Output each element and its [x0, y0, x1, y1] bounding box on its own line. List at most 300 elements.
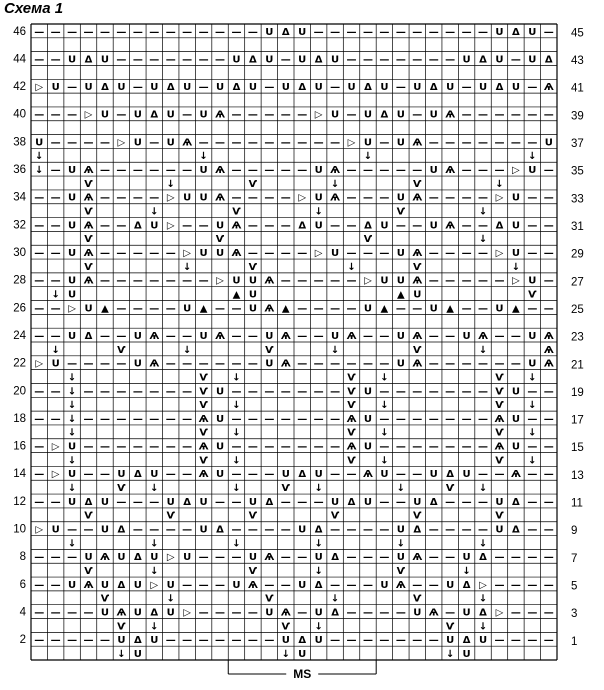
chart-symbol: U	[495, 303, 504, 315]
chart-symbol: —	[165, 275, 176, 287]
chart-symbol: U	[150, 469, 159, 481]
chart-symbol: —	[362, 192, 373, 204]
chart-symbol: —	[395, 635, 406, 647]
chart-symbol: U	[298, 524, 307, 536]
chart-symbol: Δ	[331, 552, 339, 564]
chart-symbol: —	[346, 165, 357, 177]
chart-symbol: —	[83, 524, 94, 536]
row-label-left: 26	[13, 302, 26, 315]
chart-symbol: Ѵ	[199, 427, 208, 439]
chart-symbol: —	[527, 469, 538, 481]
chart-symbol: U	[462, 469, 471, 481]
chart-symbol: —	[527, 413, 538, 425]
chart-symbol: —	[67, 137, 78, 149]
chart-symbol: U	[281, 635, 290, 647]
row-label-right: 25	[571, 303, 584, 316]
chart-symbol: —	[149, 386, 160, 398]
chart-symbol: U	[183, 552, 192, 564]
chart-symbol: —	[379, 54, 390, 66]
chart-symbol: —	[297, 330, 308, 342]
chart-symbol: —	[330, 579, 341, 591]
row-label-left: 34	[13, 191, 26, 204]
chart-symbol: —	[198, 137, 209, 149]
chart-symbol: ▷	[512, 275, 520, 287]
chart-symbol: Ѧ	[215, 165, 225, 177]
chart-symbol: —	[297, 109, 308, 121]
chart-symbol: —	[543, 552, 554, 564]
chart-symbol: U	[396, 248, 405, 260]
chart-symbol: ▷	[347, 137, 356, 149]
chart-symbol: U	[133, 109, 142, 121]
chart-symbol: U	[215, 386, 225, 398]
chart-symbol: —	[428, 192, 439, 204]
chart-symbol: —	[215, 358, 226, 370]
chart-symbol: —	[412, 413, 423, 425]
chart-symbol: U	[298, 648, 307, 660]
chart-symbol: —	[412, 303, 423, 315]
chart-symbol: Ѧ	[83, 579, 94, 591]
chart-symbol: —	[478, 358, 489, 370]
chart-symbol: Δ	[462, 635, 471, 647]
chart-symbol: —	[313, 26, 324, 38]
chart-symbol: ↓	[67, 538, 77, 550]
chart-symbol: Ѧ	[412, 137, 423, 149]
chart-symbol: ↓	[150, 538, 159, 550]
chart-symbol: —	[280, 552, 291, 564]
chart-symbol: U	[396, 552, 405, 564]
chart-symbol: U	[51, 358, 60, 370]
chart-symbol: —	[395, 26, 406, 38]
chart-symbol: U	[314, 165, 323, 177]
chart-symbol: —	[34, 26, 45, 38]
chart-symbol: ↓	[67, 413, 77, 425]
chart-symbol: Ѧ	[363, 469, 373, 481]
chart-symbol: —	[116, 109, 127, 121]
chart-symbol: U	[511, 441, 520, 453]
chart-symbol: Ѵ	[117, 483, 126, 495]
chart-symbol: —	[83, 26, 94, 38]
chart-symbol: —	[478, 275, 489, 287]
chart-symbol: Ѵ	[347, 372, 356, 384]
chart-symbol: —	[330, 137, 341, 149]
chart-symbol: ↓	[199, 151, 208, 163]
chart-symbol: Δ	[232, 82, 241, 94]
chart-symbol: ↓	[495, 178, 504, 190]
chart-symbol: —	[346, 275, 357, 287]
chart-symbol: U	[511, 220, 520, 232]
chart-symbol: —	[215, 635, 226, 647]
chart-symbol: —	[50, 413, 61, 425]
chart-symbol: U	[413, 607, 422, 619]
chart-symbol: U	[68, 289, 77, 301]
chart-symbol: —	[132, 26, 143, 38]
chart-symbol: —	[83, 137, 94, 149]
chart-symbol: —	[543, 413, 554, 425]
chart-symbol: —	[280, 579, 291, 591]
chart-symbol: Ѵ	[117, 344, 126, 356]
chart-symbol: —	[198, 552, 209, 564]
chart-symbol: Ѵ	[248, 261, 258, 273]
chart-symbol: —	[132, 275, 143, 287]
chart-symbol: —	[510, 54, 521, 66]
chart-symbol: —	[527, 496, 538, 508]
chart-symbol: U	[429, 109, 438, 121]
chart-symbol: U	[511, 192, 520, 204]
chart-symbol: U	[331, 330, 340, 342]
row-label-right: 3	[571, 608, 578, 621]
chart-symbol: ▷	[68, 303, 76, 315]
row-label-left: 46	[13, 25, 26, 38]
chart-symbol: —	[165, 330, 176, 342]
chart-symbol: —	[494, 579, 505, 591]
row-label-left: 24	[13, 329, 26, 342]
chart-symbol: —	[198, 579, 209, 591]
chart-symbol: —	[231, 26, 242, 38]
chart-symbol: U	[462, 54, 471, 66]
chart-symbol: —	[231, 441, 242, 453]
chart-symbol: ↓	[35, 165, 44, 177]
chart-symbol: —	[527, 441, 538, 453]
chart-symbol: —	[50, 109, 61, 121]
chart-symbol: —	[313, 137, 324, 149]
chart-symbol: Ѵ	[495, 400, 504, 412]
chart-symbol: —	[412, 579, 423, 591]
chart-symbol: —	[543, 220, 554, 232]
chart-symbol: —	[50, 635, 61, 647]
chart-symbol: ↓	[314, 206, 323, 218]
row-label-right: 5	[571, 580, 578, 593]
row-label-right: 21	[571, 359, 584, 372]
chart-symbol: —	[428, 524, 439, 536]
chart-symbol: —	[99, 165, 110, 177]
chart-symbol: —	[478, 469, 489, 481]
chart-symbol: —	[461, 82, 472, 94]
chart-symbol: —	[510, 635, 521, 647]
row-label-right: 33	[571, 193, 584, 206]
chart-symbol: ▷	[298, 192, 307, 204]
row-label-left: 32	[13, 219, 26, 232]
chart-symbol: —	[346, 220, 357, 232]
row-label-left: 6	[19, 578, 26, 591]
chart-symbol: —	[428, 248, 439, 260]
chart-symbol: U	[314, 192, 323, 204]
chart-symbol: —	[67, 358, 78, 370]
chart-symbol: ↓	[363, 151, 373, 163]
chart-symbol: U	[331, 54, 340, 66]
chart-symbol: —	[67, 607, 78, 619]
chart-symbol: —	[149, 165, 160, 177]
chart-symbol: U	[429, 469, 438, 481]
chart-symbol: Ѵ	[232, 206, 241, 218]
chart-symbol: —	[395, 413, 406, 425]
chart-symbol: U	[232, 579, 241, 591]
chart-symbol: —	[461, 220, 472, 232]
chart-symbol: U	[68, 496, 77, 508]
chart-symbol: —	[280, 109, 291, 121]
chart-symbol: —	[461, 358, 472, 370]
chart-symbol: —	[132, 386, 143, 398]
chart-symbol: U	[133, 137, 142, 149]
chart-symbol: U	[363, 303, 373, 315]
chart-symbol: —	[116, 358, 127, 370]
chart-symbol: U	[544, 137, 553, 149]
chart-symbol: ▲	[512, 303, 520, 315]
chart-symbol: Ѧ	[445, 220, 456, 232]
chart-symbol: U	[100, 109, 110, 121]
chart-symbol: —	[543, 635, 554, 647]
chart-symbol: Ѵ	[347, 455, 356, 467]
chart-symbol: U	[133, 607, 142, 619]
row-label-right: 43	[571, 55, 584, 68]
chart-symbol: —	[527, 552, 538, 564]
chart-symbol: Δ	[150, 607, 159, 619]
chart-symbol: —	[346, 26, 357, 38]
chart-symbol: —	[67, 26, 78, 38]
chart-symbol: —	[182, 109, 193, 121]
chart-symbol: Δ	[133, 220, 142, 232]
chart-symbol: —	[445, 54, 456, 66]
chart-symbol: ▷	[35, 82, 44, 94]
chart-symbol: ↓	[314, 483, 323, 495]
chart-symbol: —	[165, 303, 176, 315]
chart-symbol: —	[362, 524, 373, 536]
chart-symbol: Δ	[216, 524, 224, 536]
chart-symbol: U	[528, 26, 537, 38]
chart-symbol: U	[166, 607, 175, 619]
chart-symbol: ↓	[380, 400, 389, 412]
chart-symbol: U	[363, 441, 373, 453]
chart-symbol: U	[314, 607, 323, 619]
chart-symbol: —	[165, 26, 176, 38]
chart-symbol: —	[330, 635, 341, 647]
chart-symbol: Δ	[298, 220, 307, 232]
chart-symbol: —	[231, 137, 242, 149]
chart-symbol: U	[199, 192, 208, 204]
chart-symbol: U	[166, 137, 175, 149]
chart-symbol: —	[34, 579, 45, 591]
chart-symbol: ↓	[166, 593, 175, 605]
chart-symbol: —	[231, 524, 242, 536]
chart-symbol: —	[182, 330, 193, 342]
chart-symbol: —	[412, 220, 423, 232]
chart-symbol: —	[428, 635, 439, 647]
chart-symbol: —	[346, 469, 357, 481]
chart-symbol: —	[215, 303, 226, 315]
chart-symbol: —	[330, 386, 341, 398]
chart-symbol: Ѧ	[330, 192, 341, 204]
chart-symbol: U	[183, 82, 192, 94]
chart-symbol: —	[478, 303, 489, 315]
chart-symbol: ↓	[511, 261, 521, 273]
row-label-right: 31	[571, 221, 584, 234]
chart-symbol: —	[478, 26, 489, 38]
chart-symbol: —	[362, 26, 373, 38]
chart-symbol: Ѧ	[510, 469, 521, 481]
chart-symbol: Ѵ	[330, 510, 340, 522]
chart-symbol: —	[346, 607, 357, 619]
chart-symbol: U	[199, 109, 208, 121]
chart-symbol: —	[428, 386, 439, 398]
chart-symbol: —	[231, 192, 242, 204]
chart-symbol: —	[247, 441, 258, 453]
chart-symbol: —	[461, 413, 472, 425]
chart-symbol: Δ	[133, 469, 142, 481]
chart-symbol: ▲	[281, 303, 290, 315]
chart-symbol: Δ	[84, 54, 93, 66]
chart-symbol: —	[231, 607, 242, 619]
chart-symbol: —	[34, 303, 45, 315]
chart-symbol: —	[247, 413, 258, 425]
chart-symbol: ▲	[199, 303, 208, 315]
chart-symbol: Ѧ	[264, 275, 275, 287]
chart-symbol: —	[428, 26, 439, 38]
chart-symbol: —	[264, 248, 275, 260]
chart-symbol: Ѧ	[543, 358, 554, 370]
chart-symbol: —	[412, 635, 423, 647]
chart-symbol: —	[99, 248, 110, 260]
chart-symbol: —	[478, 413, 489, 425]
row-label-right: 9	[571, 525, 578, 538]
chart-symbol: —	[478, 496, 489, 508]
chart-symbol: —	[346, 635, 357, 647]
chart-symbol: ↓	[330, 593, 340, 605]
chart-symbol: —	[395, 496, 406, 508]
chart-symbol: —	[50, 275, 61, 287]
row-label-left: 36	[13, 164, 26, 177]
chart-symbol: ▷	[314, 248, 323, 260]
chart-symbol: —	[182, 220, 193, 232]
chart-symbol: ↓	[182, 261, 192, 273]
chart-symbol: —	[264, 469, 275, 481]
chart-symbol: —	[445, 552, 456, 564]
chart-symbol: Δ	[298, 635, 307, 647]
chart-symbol: —	[428, 552, 439, 564]
chart-symbol: —	[34, 635, 45, 647]
chart-symbol: —	[297, 248, 308, 260]
chart-symbol: Ѧ	[412, 552, 423, 564]
chart-symbol: —	[428, 330, 439, 342]
chart-symbol: U	[511, 413, 520, 425]
chart-symbol: —	[34, 552, 45, 564]
chart-symbol: Ѧ	[543, 330, 554, 342]
chart-symbol: —	[346, 579, 357, 591]
chart-symbol: U	[528, 330, 537, 342]
chart-symbol: —	[494, 330, 505, 342]
chart-symbol: —	[231, 552, 242, 564]
chart-symbol: ▷	[51, 441, 60, 453]
chart-symbol: —	[280, 524, 291, 536]
chart-symbol: —	[445, 275, 456, 287]
chart-symbol: U	[265, 330, 274, 342]
chart-symbol: U	[314, 220, 323, 232]
chart-symbol: —	[330, 220, 341, 232]
chart-symbol: —	[543, 275, 554, 287]
chart-symbol: —	[461, 303, 472, 315]
chart-symbol: U	[429, 165, 438, 177]
chart-symbol: U	[511, 248, 520, 260]
chart-symbol: —	[99, 469, 110, 481]
chart-symbol: —	[83, 607, 94, 619]
chart-symbol: —	[362, 607, 373, 619]
chart-symbol: —	[50, 220, 61, 232]
chart-symbol: U	[199, 496, 208, 508]
chart-symbol: —	[34, 109, 45, 121]
chart-symbol: —	[247, 109, 258, 121]
chart-symbol: —	[510, 137, 521, 149]
chart-symbol: —	[280, 441, 291, 453]
chart-symbol: —	[231, 635, 242, 647]
chart-symbol: U	[396, 137, 405, 149]
chart-symbol: U	[199, 330, 208, 342]
chart-symbol: —	[116, 54, 127, 66]
chart-symbol: —	[346, 248, 357, 260]
row-label-left: 44	[13, 53, 26, 66]
chart-symbol: ↓	[314, 566, 323, 578]
chart-symbol: —	[379, 330, 390, 342]
chart-symbol: —	[280, 496, 291, 508]
chart-symbol: ↓	[281, 648, 290, 660]
chart-symbol: —	[461, 441, 472, 453]
chart-symbol: —	[247, 26, 258, 38]
chart-symbol: —	[395, 607, 406, 619]
chart-symbol: ↓	[67, 427, 77, 439]
chart-symbol: —	[379, 607, 390, 619]
chart-symbol: Δ	[101, 82, 109, 94]
chart-symbol: Ѧ	[247, 579, 258, 591]
chart-symbol: —	[428, 441, 439, 453]
chart-symbol: ↓	[67, 386, 77, 398]
chart-symbol: —	[116, 441, 127, 453]
chart-symbol: —	[67, 82, 78, 94]
row-label-right: 41	[571, 82, 584, 95]
chart-symbol: —	[478, 109, 489, 121]
chart-symbol: Δ	[495, 220, 504, 232]
chart-symbol: —	[116, 275, 127, 287]
chart-symbol: Ѵ	[84, 566, 93, 578]
chart-symbol: ↓	[51, 344, 60, 356]
chart-symbol: Ѧ	[395, 579, 406, 591]
chart-symbol: —	[215, 26, 226, 38]
chart-symbol: —	[494, 275, 505, 287]
chart-symbol: —	[50, 165, 61, 177]
chart-symbol: U	[462, 552, 471, 564]
chart-symbol: Ѵ	[495, 510, 504, 522]
chart-symbol: ▷	[166, 192, 175, 204]
chart-symbol: U	[199, 248, 208, 260]
chart-symbol: ↓	[150, 566, 159, 578]
chart-symbol: —	[264, 82, 275, 94]
chart-symbol: —	[412, 386, 423, 398]
chart-symbol: —	[231, 496, 242, 508]
chart-symbol: U	[314, 82, 323, 94]
chart-symbol: —	[461, 192, 472, 204]
chart-symbol: ▷	[51, 469, 60, 481]
chart-symbol: Ѧ	[494, 413, 505, 425]
chart-symbol: Ѵ	[495, 455, 504, 467]
chart-symbol: —	[34, 496, 45, 508]
chart-symbol: ↓	[67, 455, 77, 467]
chart-symbol: U	[117, 469, 126, 481]
chart-symbol: —	[362, 54, 373, 66]
chart-symbol: ↓	[380, 372, 389, 384]
chart-symbol: —	[67, 109, 78, 121]
chart-symbol: —	[182, 386, 193, 398]
chart-symbol: U	[380, 275, 389, 287]
chart-symbol: U	[133, 648, 142, 660]
chart-symbol: Ѵ	[445, 483, 455, 495]
row-label-left: 12	[13, 495, 26, 508]
chart-symbol: —	[346, 552, 357, 564]
